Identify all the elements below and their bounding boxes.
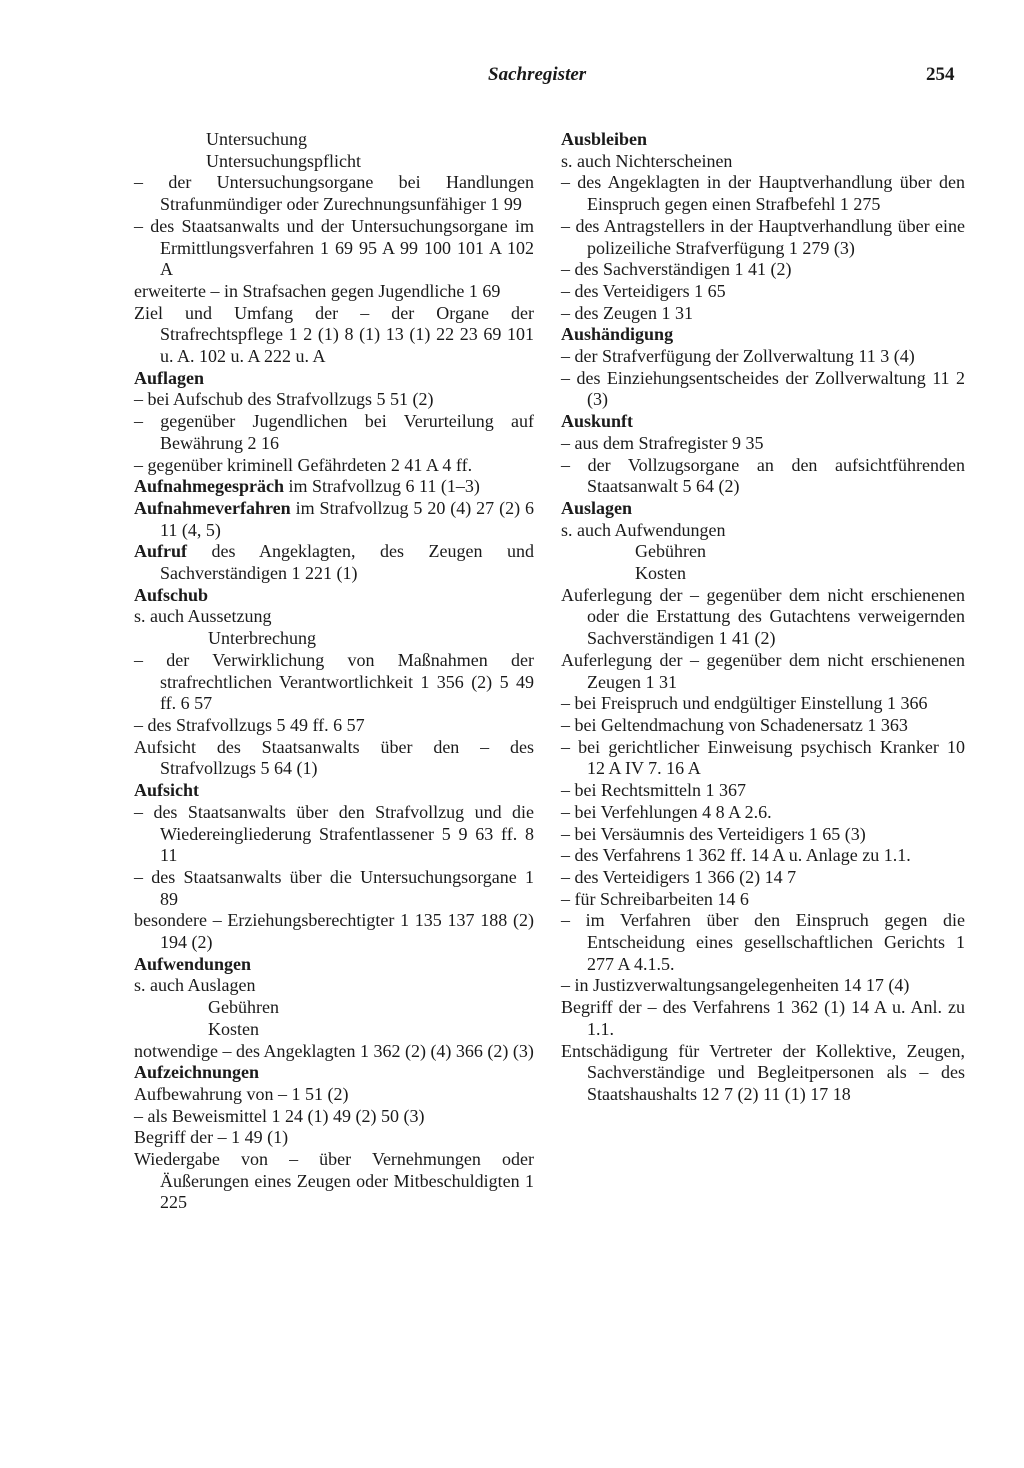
index-entry: s. auch Nichterscheinen: [561, 150, 733, 171]
entry-text: im Strafvollzug 5 20 (4) 27 (2) 6 11 (4, 5): [160, 497, 534, 540]
index-headword: Aufsicht: [134, 780, 200, 801]
index-entry: Untersuchung: [206, 129, 307, 149]
index-entry: – des Verteidigers 1 366 (2) 14 7: [561, 866, 797, 887]
index-headword: Auskunft: [561, 411, 634, 432]
index-entry: Auferlegung der – gegenüber dem nicht erschienenen oder die Erstattung des Gutachtens verweigernden Sachverständigen 1 41 (2): [561, 584, 965, 649]
index-entry: – des Sachverständigen 1 41 (2): [561, 259, 792, 280]
index-entry: erweiterte – in Strafsachen gegen Jugendliche 1 69: [134, 280, 501, 301]
index-entry: – der Strafverfügung der Zollverwaltung 11 3 (4): [561, 346, 915, 367]
index-entry: – gegenüber kriminell Gefährdeten 2 41 A 4 ff.: [134, 454, 473, 475]
left-index-column: [134, 129, 534, 1214]
index-entry: – des Staatsanwalts und der Untersuchungsorgane im Ermittlungsverfahren 1 69 95 A 99 100 101 A 102 A: [134, 215, 534, 280]
entry-headword: Aufruf: [134, 541, 187, 562]
index-entry: – gegenüber Jugendlichen bei Verurteilung auf Bewährung 2 16: [134, 411, 534, 453]
page-number: 254: [926, 64, 955, 85]
index-entry: [134, 541, 534, 584]
index-entry: Aufbewahrung von – 1 51 (2): [134, 1083, 349, 1104]
index-entry: – bei gerichtlicher Einweisung psychisch Kranker 10 12 A IV 7. 16 A: [561, 736, 965, 779]
index-headword: Aufschub: [134, 584, 209, 605]
index-entry: – bei Geltendmachung von Schadenersatz 1 363: [561, 714, 908, 735]
index-entry: Aufsicht des Staatsanwalts über den – des Strafvollzugs 5 64 (1): [134, 736, 534, 779]
index-entry: Auferlegung der – gegenüber dem nicht erschienenen Zeugen 1 31: [561, 649, 965, 692]
index-entry: [134, 498, 534, 541]
index-entry: – des Staatsanwalts über die Untersuchungsorgane 1 89: [134, 866, 534, 909]
entry-headword: Aufnahmegespräch: [134, 476, 285, 497]
index-entry: s. auch Aufwendungen: [561, 519, 726, 540]
index-entry: – des Antragstellers in der Hauptverhandlung über eine polizeiliche Strafverfügung 1 279 (3): [561, 215, 965, 258]
index-entry: Begriff der – des Verfahrens 1 362 (1) 14 A u. Anl. zu 1.1.: [561, 997, 965, 1039]
index-entry: – bei Freispruch und endgültiger Einstellung 1 366: [561, 693, 928, 714]
index-headword: Aufzeichnungen: [134, 1062, 260, 1083]
index-entry: besondere – Erziehungsberechtigter 1 135 137 188 (2) 194 (2): [134, 910, 534, 953]
index-entry: – des Einziehungsentscheides der Zollverwaltung 11 2 (3): [561, 367, 965, 410]
index-entry: – der Verwirklichung von Maßnahmen der strafrechtlichen Verantwortlichkeit 1 356 (2) 5 49 ff. 6 57: [134, 649, 534, 714]
index-entry: – der Vollzugsorgane an den aufsichtführenden Staatsanwalt 5 64 (2): [561, 454, 965, 497]
index-entry: – aus dem Strafregister 9 35: [561, 432, 764, 453]
index-headword: Ausbleiben: [561, 129, 648, 149]
index-entry: Wiedergabe von – über Vernehmungen oder Äußerungen eines Zeugen oder Mitbeschuldigten 1 225: [134, 1149, 534, 1213]
index-entry: – des Angeklagten in der Hauptverhandlung über den Einspruch gegen einen Strafbefehl 1 275: [561, 172, 965, 215]
entry-text: des Angeklagten, des Zeugen und Sachverständigen 1 221 (1): [160, 541, 534, 584]
index-entry: – des Staatsanwalts über den Strafvollzug und die Wiedereingliederung Strafentlassener 5 9 63 ff. 8 11: [134, 801, 534, 866]
index-headword: Auslagen: [561, 497, 633, 518]
index-entry: – bei Versäumnis des Verteidigers 1 65 (3): [561, 823, 866, 844]
index-entry: – des Verteidigers 1 65: [561, 280, 726, 301]
entry-text: im Strafvollzug 6 11 (1–3): [284, 476, 480, 497]
index-entry: Gebühren: [635, 541, 706, 562]
running-header-title: Sachregister: [488, 64, 587, 85]
index-entry: – bei Rechtsmitteln 1 367: [561, 780, 746, 801]
index-entry: Unterbrechung: [208, 628, 316, 649]
index-entry: Entschädigung für Vertreter der Kollektive, Zeugen, Sachverständige und Begleitpersonen als – des Staatshaushalts 12 7 (2) 11 (1) 17 18: [561, 1040, 965, 1104]
index-headword: Aushändigung: [561, 324, 674, 345]
index-entry: – für Schreibarbeiten 14 6: [561, 888, 749, 909]
index-entry: Gebühren: [208, 997, 279, 1018]
index-entry: – des Zeugen 1 31: [561, 302, 693, 323]
index-entry: – bei Verfehlungen 4 8 A 2.6.: [561, 801, 772, 822]
index-entry: s. auch Auslagen: [134, 975, 256, 996]
index-entry: Kosten: [208, 1018, 259, 1039]
index-entry: Ziel und Umfang der – der Organe der Strafrechtspflege 1 2 (1) 8 (1) 13 (1) 22 23 69 101 u. A. 102 u. A 222 u. A: [134, 302, 534, 367]
index-entry: [134, 476, 534, 498]
index-entry: – des Verfahrens 1 362 ff. 14 A u. Anlage zu 1.1.: [561, 845, 911, 866]
index-entry: – im Verfahren über den Einspruch gegen die Entscheidung eines gesellschaftlichen Gerichts 1 277 A 4.1.5.: [561, 910, 965, 974]
index-headword: Aufwendungen: [134, 953, 252, 974]
index-entry: – des Strafvollzugs 5 49 ff. 6 57: [134, 714, 365, 735]
index-entry: notwendige – des Angeklagten 1 362 (2) (4) 366 (2) (3): [134, 1040, 534, 1061]
right-index-column: [561, 129, 965, 1106]
entry-headword: Aufnahmeverfahren: [134, 497, 291, 518]
index-headword: Auflagen: [134, 367, 205, 388]
index-entry: – in Justizverwaltungsangelegenheiten 14 17 (4): [561, 975, 910, 996]
index-entry: – als Beweismittel 1 24 (1) 49 (2) 50 (3): [134, 1105, 425, 1126]
index-entry: – der Untersuchungsorgane bei Handlungen Strafunmündiger oder Zurechnungsunfähiger 1 99: [134, 172, 534, 215]
index-entry: – bei Aufschub des Strafvollzugs 5 51 (2): [134, 389, 434, 410]
index-entry: Kosten: [635, 563, 686, 584]
index-entry: Begriff der – 1 49 (1): [134, 1127, 289, 1148]
index-entry: s. auch Aussetzung: [134, 606, 272, 627]
index-entry: Untersuchungspflicht: [206, 150, 361, 171]
